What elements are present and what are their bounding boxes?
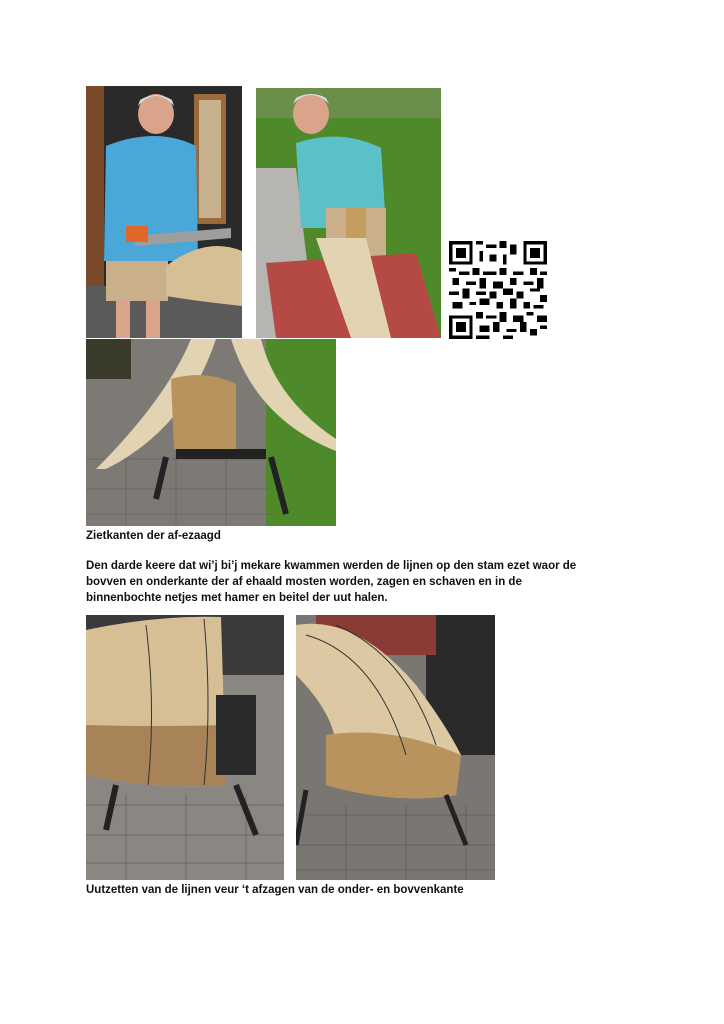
- photo-curved-beam-end: [296, 615, 495, 880]
- paragraph-line-2: bovven en onderkante der af ehaald mosten worden, zagen en schaven en in de: [86, 576, 522, 588]
- paragraph-line-1: Den darde keere dat wi’j bi’j mekare kwammen werden de lijnen op den stam ezet waor de: [86, 560, 577, 572]
- photo-beam-top-lines: [86, 615, 284, 880]
- photo-sawn-sides: [86, 339, 336, 526]
- caption-sawn-sides: Zietkanten der af-ezaagd: [86, 530, 221, 542]
- photo-man-planing: [256, 88, 441, 338]
- qr-code: [449, 241, 547, 339]
- photo-man-sawing: [86, 86, 242, 338]
- paragraph-line-3: binnenbochte netjes met hamer en beitel der uut halen.: [86, 592, 388, 604]
- caption-marking-lines: Uutzetten van de lijnen veur ‘t afzagen van de onder- en bovvenkante: [86, 884, 464, 896]
